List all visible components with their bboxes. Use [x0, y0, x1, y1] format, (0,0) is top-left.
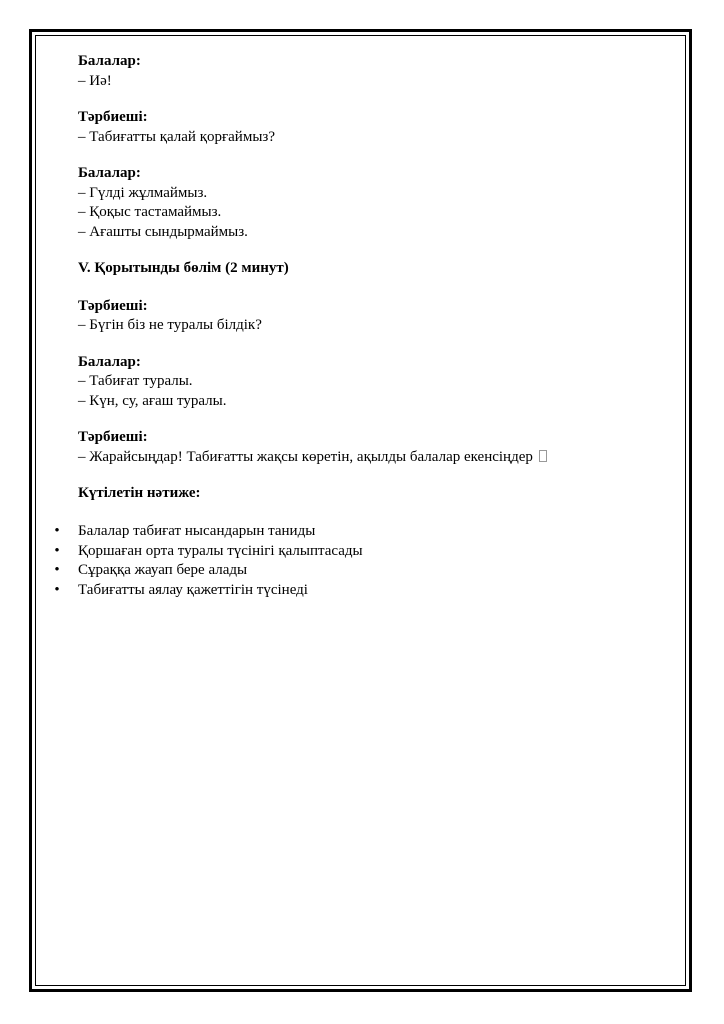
dialogue-line-text: – Жарайсыңдар! Табиғатты жақсы көретін, ақылды балалар екенсіңдер	[78, 448, 533, 465]
list-item-text: Сұраққа жауап бере алады	[78, 562, 248, 578]
dialogue-line: – Табиғат туралы.	[78, 373, 193, 389]
dialogue-line: – Гүлді жұлмаймыз.	[78, 184, 208, 201]
bullet-icon: •	[54, 523, 60, 539]
speaker-label: Тәрбиеші:	[78, 109, 148, 125]
dialogue-line: – Қоқыс тастамаймыз.	[78, 204, 222, 220]
list-item	[52, 561, 363, 581]
dialogue-line	[78, 448, 678, 468]
dialogue-block	[78, 297, 678, 336]
list-item-text: Қоршаған орта туралы түсінігі қалыптасады	[78, 542, 363, 559]
dialogue-line: – Ағашты сындырмаймыз.	[78, 223, 248, 240]
dialogue-line: – Күн, су, ағаш туралы.	[78, 392, 227, 409]
dialogue-line: – Бүгін біз не туралы білдік?	[78, 317, 262, 333]
speaker-label: Тәрбиеші:	[78, 429, 148, 445]
dialogue-block	[78, 428, 678, 467]
list-item	[52, 522, 363, 542]
list-item-text: Балалар табиғат нысандарын таниды	[78, 523, 316, 539]
results-heading: Күтілетін нәтиже:	[78, 485, 201, 501]
speaker-label: Балалар:	[78, 353, 141, 370]
section-heading: V. Қорытынды бөлім (2 минут)	[78, 260, 289, 276]
results-list	[52, 522, 363, 600]
list-item	[52, 581, 363, 601]
missing-emoji-icon	[539, 450, 547, 462]
dialogue-block	[78, 108, 678, 147]
dialogue-line: – Иә!	[78, 72, 112, 89]
list-item-text: Табиғатты аялау қажеттігін түсінеді	[78, 581, 308, 598]
dialogue-line: – Табиғатты қалай қорғаймыз?	[78, 128, 275, 145]
dialogue-block	[78, 353, 678, 412]
bullet-icon: •	[54, 562, 60, 578]
speaker-label: Балалар:	[78, 53, 141, 69]
bullet-icon: •	[54, 581, 60, 598]
dialogue-block	[78, 52, 678, 91]
list-item	[52, 542, 363, 562]
dialogue-block	[78, 164, 678, 242]
bullet-icon: •	[54, 542, 60, 559]
document-content	[78, 52, 678, 521]
speaker-label: Балалар:	[78, 165, 141, 181]
speaker-label: Тәрбиеші:	[78, 297, 148, 314]
